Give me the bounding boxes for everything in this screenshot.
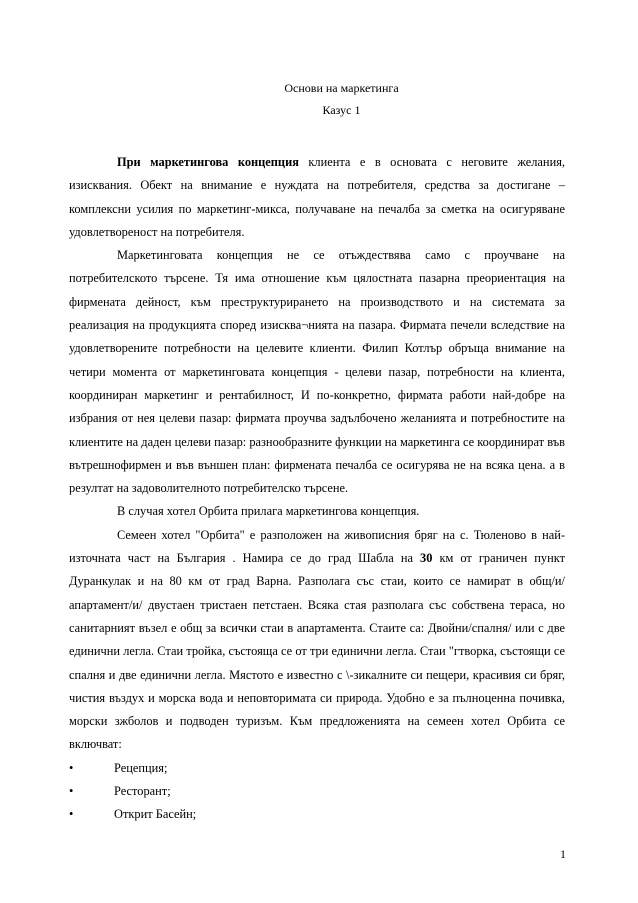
list-item bbox=[69, 757, 565, 780]
list-item-text: Ресторант; bbox=[114, 784, 171, 799]
document-body bbox=[69, 151, 565, 827]
paragraph-4-text-b: км от граничен пункт Дуранкулак и на 80 км от град Варна. Разполага със стаи, които се намират в общ/и/ апартамент/и/ двустаен тристаен петстаен. Всяка стая разполага със собствена тераса, но санитарният възел е общ за всички стаи в апартамента. Стаите са: Двойни/спалня/ или с две единични легла. Стаи тройка, състояща се от три единични легла. Стаи "гтворка, състоящи се спалня и две единични легла. Мястото е известно с \-зикалните си пещери, красивия си бряг, чистия въздух и морска вода и неповторимата си природа. Удобно е за пълноценна почивка, морски зжболов и подводен туризъм. Към предложенията на семеен хотел Орбита се включват: bbox=[69, 551, 566, 752]
bullet: • bbox=[69, 807, 74, 822]
list-item bbox=[69, 803, 565, 826]
paragraph-4 bbox=[69, 524, 565, 757]
paragraph-3: В случая хотел Орбита прилага маркетингова концепция. bbox=[117, 504, 420, 519]
page-number: 1 bbox=[560, 847, 566, 861]
paragraph-4-text-a: Семеен хотел "Орбита" е разположен на живописния бряг на с. Тюленово в най-източната част на България . Намира се до град Шабла на bbox=[69, 527, 565, 566]
paragraph-1-text: клиента е в основата с неговите желания, изисквания. Обект на внимание е нуждата на потребителя, средства за достигане – комплексни усилия по маркетинг-микса, получаване на печалба за сметка на осигуряване удовлетвореност на потребителя. bbox=[69, 155, 565, 239]
list-item-text: Открит Басейн; bbox=[114, 807, 197, 822]
bullet: • bbox=[69, 760, 74, 775]
document-subtitle: Казус 1 bbox=[322, 103, 361, 117]
paragraph-2: Маркетинговата концепция не се отъждествява само с проучване на потребителското търсене. Тя има отношение към цялостната пазарна преориентация на фирмената дейност, към преструктурирането на производството и на системата за реализация на продукцията според изисква¬нията на пазара. Фирмата печели вследствие на удовлетворените потребности на целевите клиенти. Филип Котлър обръща внимание на четири момента от маркетинговата концепция - целеви пазар, потребности на клиента, координиран маркетинг и рентабилност, И по-конкретно, фирмата работи най-добре на избрания от нея целеви пазар: фирмата проучва задълбочено желанията и потребностите на клиентите на даден целеви пазар: разнообразните функции на маркетинга се координират във вътрешнофирмен и във външен план: фирмената печалба се осигурява не на всяка цена. а в резултат на задоволителното потребителско търсене. bbox=[69, 248, 565, 496]
paragraph-1-bold: При маркетингова концепция bbox=[117, 155, 299, 169]
paragraph-4-bold: 30 bbox=[420, 551, 433, 566]
list-item bbox=[69, 780, 565, 803]
list-item-text: Рецепция; bbox=[114, 760, 168, 775]
bullet: • bbox=[69, 784, 74, 799]
page-header bbox=[0, 77, 638, 121]
document-title: Основи на маркетинга bbox=[284, 81, 399, 95]
paragraph-1 bbox=[69, 151, 565, 244]
